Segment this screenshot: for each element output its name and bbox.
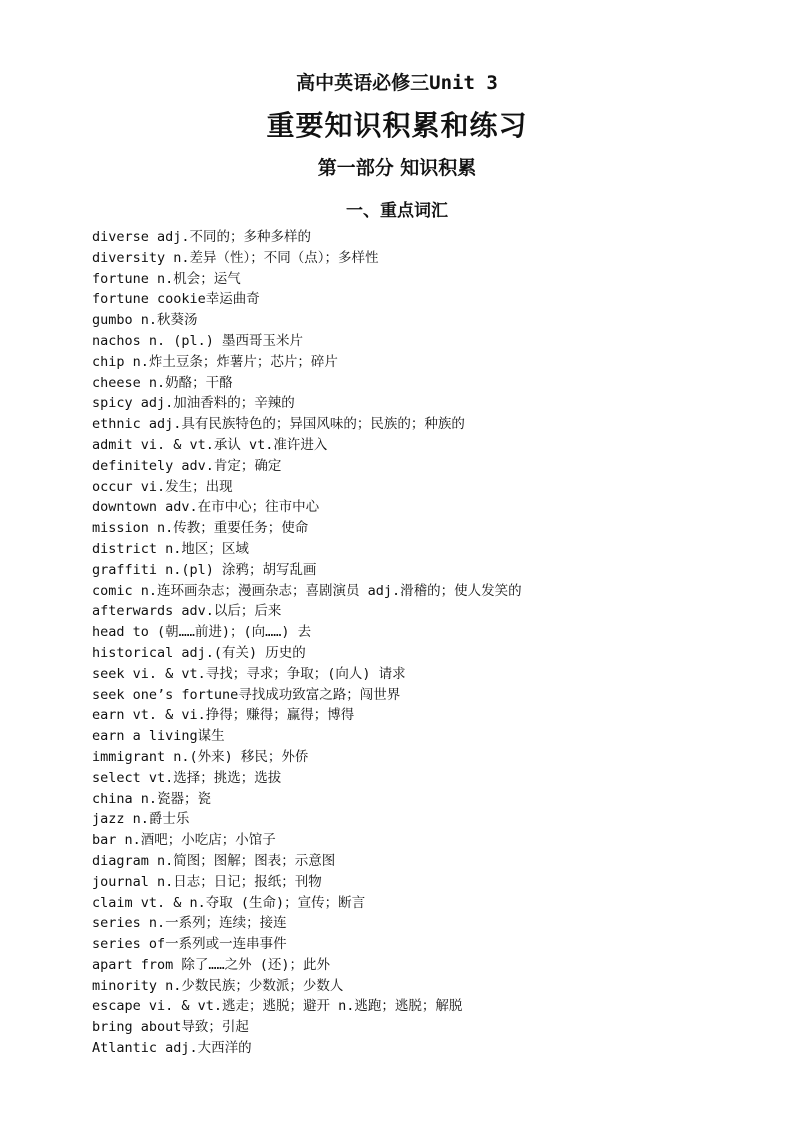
vocab-item: definitely adv.肯定；确定 xyxy=(92,457,282,474)
section-heading: 一、重点词汇 xyxy=(346,201,448,221)
vocab-item: comic n.连环画杂志；漫画杂志；喜剧演员 adj.滑稽的；使人发笑的 xyxy=(92,582,522,599)
vocab-item: seek vi. & vt.寻找；寻求；争取；(向人) 请求 xyxy=(92,665,406,682)
vocab-item: nachos n. (pl.) 墨西哥玉米片 xyxy=(92,332,304,349)
vocab-item: bring about导致；引起 xyxy=(92,1019,249,1036)
vocab-item: district n.地区；区域 xyxy=(92,540,249,557)
vocab-item: journal n.日志；日记；报纸；刊物 xyxy=(92,873,322,890)
vocabulary-list xyxy=(92,227,732,1059)
vocab-item: mission n.传教；重要任务；使命 xyxy=(92,520,309,537)
vocab-item: afterwards adv.以后；后来 xyxy=(92,603,282,620)
vocab-item: diverse adj.不同的；多种多样的 xyxy=(92,229,312,245)
vocab-item: graffiti n.(pl) 涂鸦；胡写乱画 xyxy=(92,561,317,578)
page-title: 重要知识积累和练习 xyxy=(266,109,528,142)
vocab-item: minority n.少数民族；少数派；少数人 xyxy=(92,977,344,994)
vocab-item: select vt.选择；挑选；选拔 xyxy=(92,769,282,786)
vocab-item: earn vt. & vi.挣得；赚得；赢得；博得 xyxy=(92,707,355,724)
vocab-item: occur vi.发生；出现 xyxy=(92,478,233,495)
vocab-item: seek one’s fortune寻找成功致富之路；闯世界 xyxy=(92,686,401,703)
vocab-item: china n.瓷器；瓷 xyxy=(92,790,212,807)
vocab-item: cheese n.奶酪；干酪 xyxy=(92,374,233,391)
part-heading: 第一部分 知识积累 xyxy=(317,157,477,179)
vocab-item: downtown adv.在市中心；往市中心 xyxy=(92,499,320,516)
vocab-item: gumbo n.秋葵汤 xyxy=(92,312,198,329)
vocab-item: series n.一系列；连续；接连 xyxy=(92,915,287,932)
vocab-item: admit vi. & vt.承认 vt.准许进入 xyxy=(92,436,328,453)
vocab-item: series of一系列或一连串事件 xyxy=(92,936,287,953)
vocab-item: Atlantic adj.大西洋的 xyxy=(92,1040,252,1057)
vocab-item: escape vi. & vt.逃走；逃脱；避开 n.逃跑；逃脱；解脱 xyxy=(92,998,463,1015)
vocab-item: historical adj.(有关) 历史的 xyxy=(92,644,306,661)
vocab-item: apart from 除了……之外 (还)；此外 xyxy=(92,956,331,973)
vocab-item: spicy adj.加油香料的；辛辣的 xyxy=(92,395,295,412)
vocab-item: immigrant n.(外来) 移民；外侨 xyxy=(92,748,309,765)
vocab-item: bar n.酒吧；小吃店；小馆子 xyxy=(92,832,276,849)
vocab-item: ethnic adj.具有民族特色的；异国风味的；民族的；种族的 xyxy=(92,416,465,433)
vocab-item: earn a living谋生 xyxy=(92,728,225,745)
vocab-item: head to (朝……前进)；(向……) 去 xyxy=(92,624,312,641)
vocab-item: diagram n.简图；图解；图表；示意图 xyxy=(92,852,336,869)
vocab-item: fortune cookie幸运曲奇 xyxy=(92,291,260,308)
vocab-item: claim vt. & n.夺取 (生命)；宣传；断言 xyxy=(92,894,366,911)
vocab-item: chip n.炸土豆条；炸薯片；芯片；碎片 xyxy=(92,353,338,370)
vocab-item: diversity n.差异（性）；不同（点）；多样性 xyxy=(92,249,379,266)
vocab-item: jazz n.爵士乐 xyxy=(92,811,190,828)
vocab-item: fortune n.机会；运气 xyxy=(92,270,241,287)
series-title: 高中英语必修三Unit 3 xyxy=(296,72,498,94)
